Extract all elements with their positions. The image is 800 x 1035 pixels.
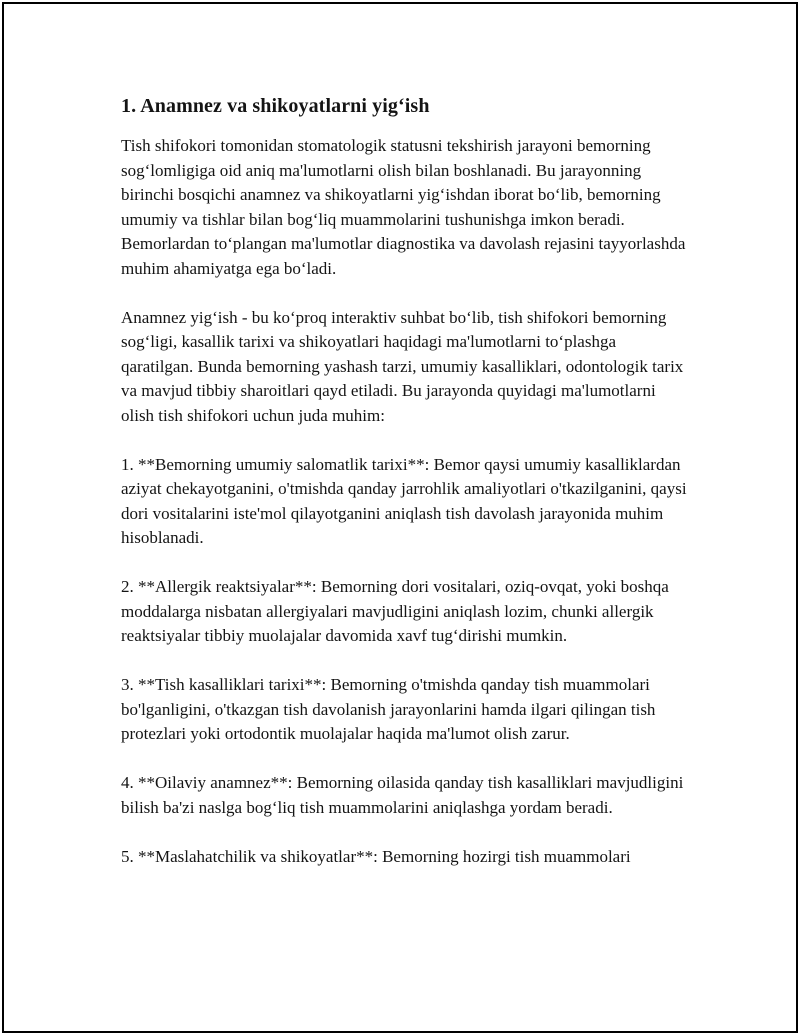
section-heading: 1. Anamnez va shikoyatlarni yig‘ish — [121, 95, 430, 117]
list-item-family-history: 4. **Oilaviy anamnez**: Bemorning oilasida qanday tish kasalliklari mavjudligini bilish ba'zi naslga bog‘liq tish muammolarini aniqlashga yordam beradi. — [121, 773, 684, 817]
anamnesis-paragraph: Anamnez yig‘ish - bu ko‘proq interaktiv suhbat bo‘lib, tish shifokori bemorning sog‘ligi, kasallik tarixi va shikoyatlari haqidagi ma'lumotlarni to‘plashga qaratilgan. Bunda bemorning yashash tarzi, umumiy kasalliklari, odontologik tarix va mavjud tibbiy sharoitlari qayd etiladi. Bu jarayonda quyidagi ma'lumotlarni olish tish shifokori uchun juda muhim: — [121, 307, 684, 425]
intro-paragraph: Tish shifokori tomonidan stomatologik statusni tekshirish jarayoni bemorning sog‘lomligiga oid aniq ma'lumotlarni olish bilan boshlanadi. Bu jarayonning birinchi bosqichi anamnez va shikoyatlarni yig‘ishdan iborat bo‘lib, bemorning umumiy va tishlar bilan bog‘liq muammolarini tushunishga imkon beradi. Bemorlardan to‘plangan ma'lumotlar diagnostika va davolash rejasini tayyorlashda muhim ahamiyatga ega bo‘ladi. — [121, 136, 686, 278]
list-item-dental-history: 3. **Tish kasalliklari tarixi**: Bemorning o'tmishda qanday tish muammolari bo'lganligini, o'tkazgan tish davolanish jarayonlarini hamda ilgari qilingan tish protezlari yoki ortodontik muolajalar haqida ma'lumot olish zarur. — [121, 675, 656, 743]
list-item-complaints: 5. **Maslahatchilik va shikoyatlar**: Bemorning hozirgi tish muammolari — [121, 846, 631, 866]
document-page — [2, 2, 798, 1033]
document-body — [121, 92, 691, 894]
list-item-allergies: 2. **Allergik reaktsiyalar**: Bemorning dori vositalari, oziq-ovqat, yoki boshqa moddalarga nisbatan allergiyalari mavjudligini aniqlash lozim, chunki allergik reaktsiyalar tibbiy muolajalar davomida xavf tug‘dirishi mumkin. — [121, 577, 669, 645]
list-item-general-health: 1. **Bemorning umumiy salomatlik tarixi**: Bemor qaysi umumiy kasalliklardan aziyat chekayotganini, o'tmishda qanday jarrohlik amaliyotlari o'tkazilganini, qaysi dori vositalarini iste'mol qilayotganini aniqlash tish davolash jarayonida muhim hisoblanadi. — [121, 454, 687, 547]
